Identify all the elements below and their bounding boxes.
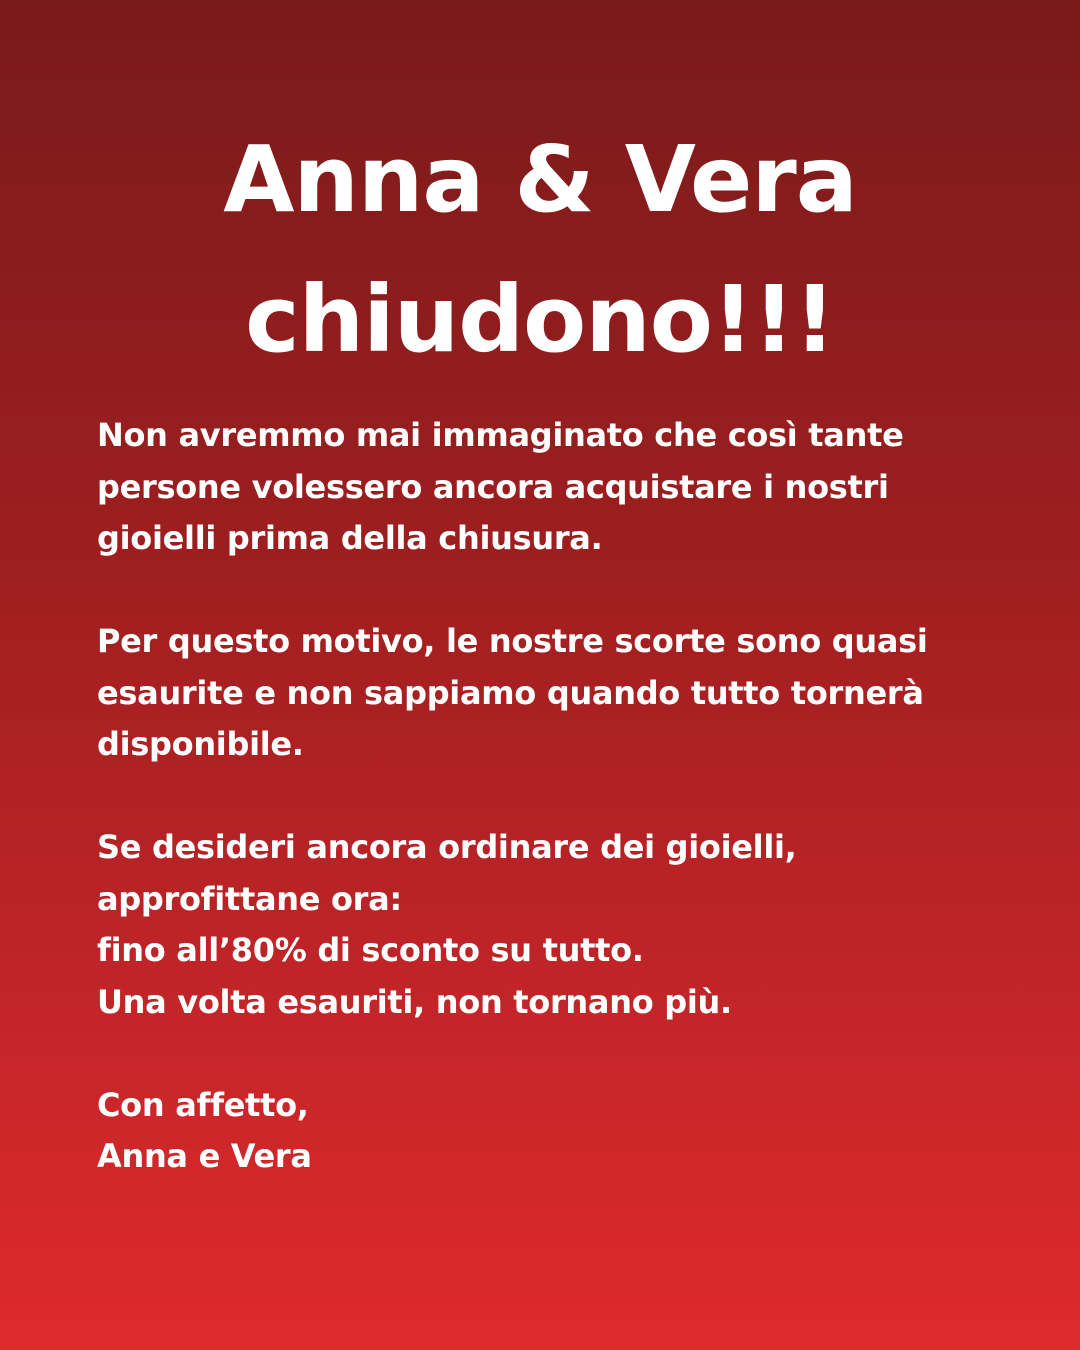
text-line: Una volta esauriti, non tornano più.	[97, 982, 732, 1021]
paragraph-stock	[97, 616, 997, 771]
poster-title	[0, 110, 1080, 390]
text-line: disponibile.	[97, 725, 304, 763]
paragraph-offer	[97, 822, 997, 1028]
text-line: Non avremmo mai immaginato che così tante	[97, 416, 904, 454]
announcement-body	[97, 410, 997, 1234]
title-line-2: chiudono!!!	[245, 266, 835, 373]
closing-line: Con affetto,	[97, 1085, 309, 1124]
signature: Anna e Vera	[97, 1137, 312, 1175]
discount-line: fino all’80% di sconto su tutto.	[97, 931, 644, 969]
text-line: Se desideri ancora ordinare dei gioielli,	[97, 828, 797, 866]
text-line: approfittane ora:	[97, 879, 402, 918]
text-line: gioielli prima della chiusura.	[97, 519, 603, 557]
text-line: esaurite e non sappiamo quando tutto tornerà	[97, 673, 924, 712]
text-line: Per questo motivo, le nostre scorte sono quasi	[97, 622, 928, 660]
title-line-1: Anna & Vera	[223, 126, 857, 233]
paragraph-signature	[97, 1080, 997, 1183]
text-line: persone volessero ancora acquistare i nostri	[97, 467, 889, 506]
paragraph-intro	[97, 410, 997, 565]
